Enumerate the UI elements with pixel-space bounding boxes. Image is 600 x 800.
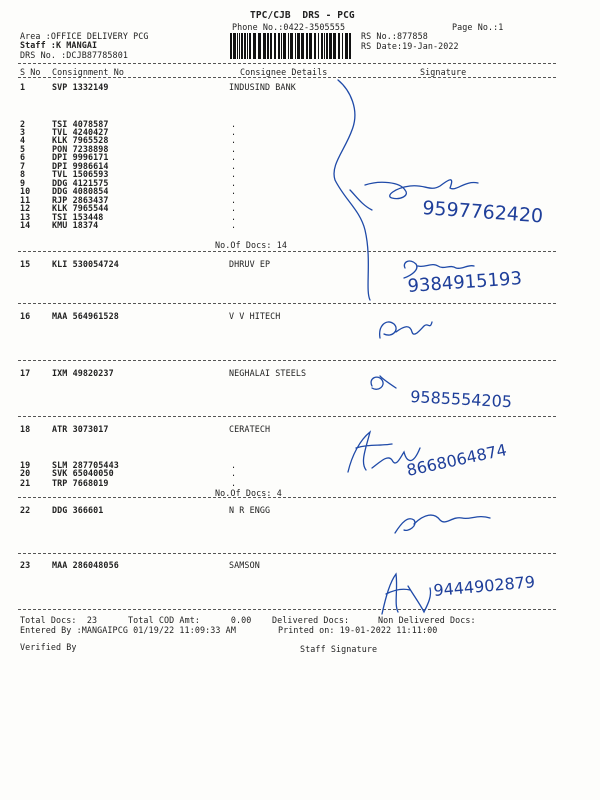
row-consignee-dot: .	[231, 169, 237, 179]
row-consignment-no: KLK 7965528	[52, 135, 109, 145]
row-consignee-dot: .	[231, 220, 237, 230]
row-consignment-no: DDG 366601	[52, 505, 104, 515]
signature-scribble	[365, 180, 478, 199]
total-docs: Total Docs: 23	[20, 615, 98, 625]
row-sno: 6	[20, 152, 26, 162]
row-sno: 1	[20, 82, 26, 92]
row-consignment-no: ATR 3073017	[52, 424, 109, 434]
rs-number: RS No.:877858	[361, 31, 428, 41]
col-signature: Signature	[420, 67, 467, 77]
row-consignee-dot: .	[231, 178, 237, 188]
row-consignment-no: TSI 4078587	[52, 119, 109, 129]
row-consignment-no: DDG 4121575	[52, 178, 109, 188]
col-sno: S No	[20, 67, 41, 77]
row-consignment-no: TRP 7668019	[52, 478, 109, 488]
row-sno: 14	[20, 220, 31, 230]
signature-scribble	[382, 574, 431, 614]
row-consignee: N R ENGG	[229, 505, 271, 515]
row-consignment-no: DPI 9986614	[52, 161, 109, 171]
row-consignment-no: KLI 530054724	[52, 259, 119, 269]
staff-signature: Staff Signature	[300, 644, 378, 654]
row-sno: 21	[20, 478, 31, 488]
row-sno: 18	[20, 424, 31, 434]
signature-scribble	[380, 322, 432, 338]
row-sno: 8	[20, 169, 26, 179]
row-sno: 10	[20, 186, 31, 196]
handwritten-phone: 9585554205	[409, 387, 513, 412]
row-sno: 23	[20, 560, 31, 570]
row-consignment-no: TSI 153448	[52, 212, 104, 222]
signature-scribble	[371, 376, 396, 389]
row-consignee-dot: .	[231, 152, 237, 162]
row-sno: 20	[20, 468, 31, 478]
row-consignment-no: MAA 564961528	[52, 311, 119, 321]
delivered-docs: Delivered Docs:	[272, 615, 350, 625]
row-consignment-no: IXM 49820237	[52, 368, 114, 378]
row-consignee-dot: .	[231, 203, 237, 213]
row-consignment-no: PON 7238898	[52, 144, 109, 154]
entered-by: Entered By :MANGAIPCG 01/19/22 11:09:33 AM	[20, 625, 236, 635]
row-sno: 3	[20, 127, 26, 137]
row-consignment-no: KLK 7965544	[52, 203, 109, 213]
row-consignment-no: SVP 1332149	[52, 82, 109, 92]
row-consignee-dot: .	[231, 135, 237, 145]
row-consignee: V V HITECH	[229, 311, 281, 321]
row-consignee-dot: .	[231, 468, 237, 478]
row-consignment-no: MAA 286048056	[52, 560, 119, 570]
row-sno: 17	[20, 368, 31, 378]
verified-by: Verified By	[20, 642, 77, 652]
staff-label: Staff :K MANGAI	[20, 40, 98, 50]
row-consignee-dot: .	[231, 144, 237, 154]
row-consignee-dot: .	[231, 478, 237, 488]
total-cod-amount: Total COD Amt: 0.00	[128, 615, 252, 625]
row-consignee-dot: .	[231, 161, 237, 171]
row-sno: 13	[20, 212, 31, 222]
row-sno: 11	[20, 195, 31, 205]
group-doc-count: No.Of Docs: 4	[215, 488, 282, 498]
row-consignment-no: KMU 18374	[52, 220, 99, 230]
row-consignee-dot: .	[231, 212, 237, 222]
signature-scribble	[334, 80, 370, 300]
row-sno: 4	[20, 135, 26, 145]
col-consignee: Consignee Details	[240, 67, 328, 77]
row-consignee: NEGHALAI STEELS	[229, 368, 307, 378]
row-consignee-dot: .	[231, 186, 237, 196]
row-sno: 5	[20, 144, 26, 154]
row-consignee-dot: .	[231, 195, 237, 205]
report-title: TPC/CJB DRS - PCG	[250, 10, 355, 21]
group-doc-count: No.Of Docs: 14	[215, 240, 287, 250]
row-consignee-dot: .	[231, 127, 237, 137]
rs-date: RS Date:19-Jan-2022	[361, 41, 459, 51]
row-consignee-dot: .	[231, 460, 237, 470]
signature-scribble	[395, 515, 490, 533]
row-sno: 15	[20, 259, 31, 269]
row-sno: 22	[20, 505, 31, 515]
row-sno: 9	[20, 178, 26, 188]
row-consignee: INDUSIND BANK	[229, 82, 296, 92]
row-consignee: CERATECH	[229, 424, 271, 434]
handwritten-phone: 9597762420	[421, 197, 544, 228]
row-consignment-no: DPI 9996171	[52, 152, 109, 162]
handwritten-phone: 9444902879	[432, 572, 536, 600]
row-consignment-no: RJP 2863437	[52, 195, 109, 205]
row-consignment-no: TVL 1506593	[52, 169, 109, 179]
phone-number: Phone No.:0422-3505555	[232, 22, 346, 32]
row-sno: 16	[20, 311, 31, 321]
handwritten-phone: 9384915193	[406, 268, 523, 297]
row-consignment-no: SVK 65040050	[52, 468, 114, 478]
handwritten-phone: 8668064874	[404, 440, 509, 480]
row-sno: 2	[20, 119, 26, 129]
row-sno: 12	[20, 203, 31, 213]
col-consignment: Consignment No	[52, 67, 124, 77]
row-consignment-no: TVL 4240427	[52, 127, 109, 137]
row-sno: 19	[20, 460, 31, 470]
printed-on: Printed on: 19-01-2022 11:11:00	[278, 625, 438, 635]
row-consignment-no: SLM 287705443	[52, 460, 119, 470]
row-consignee: SAMSON	[229, 560, 260, 570]
row-consignee-dot: .	[231, 119, 237, 129]
non-delivered-docs: Non Delivered Docs:	[378, 615, 476, 625]
row-consignment-no: DDG 4080854	[52, 186, 109, 196]
page-number: Page No.:1	[452, 22, 504, 32]
area-label: Area :OFFICE DELIVERY PCG	[20, 31, 149, 41]
row-consignee: DHRUV EP	[229, 259, 271, 269]
row-sno: 7	[20, 161, 26, 171]
drs-number: DRS No. :DCJB87785801	[20, 50, 128, 60]
